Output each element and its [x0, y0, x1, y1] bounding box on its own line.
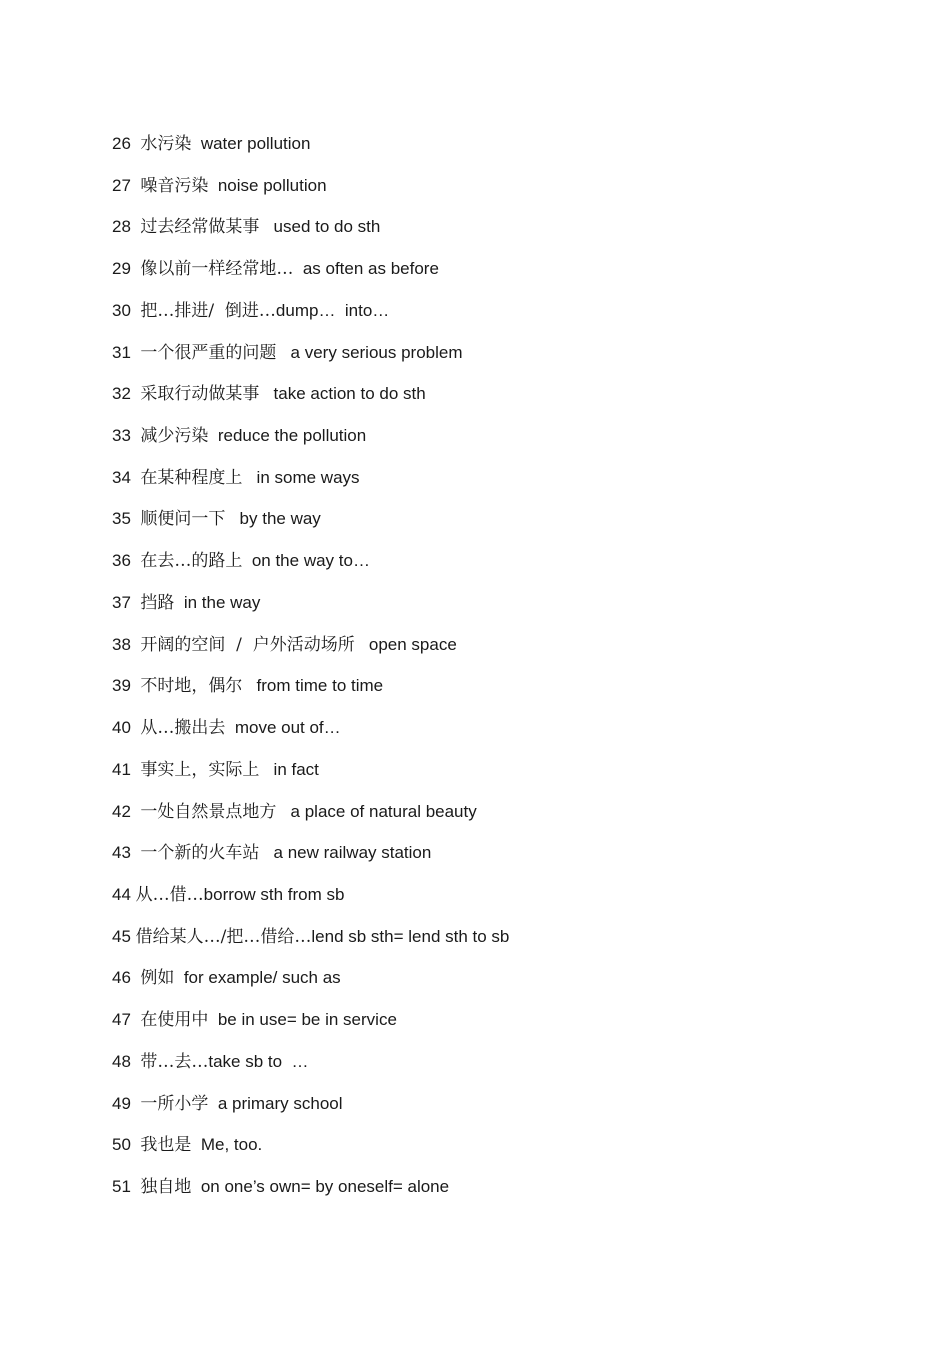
entry-spacer — [131, 301, 140, 320]
entry-chinese-text: 从…借… — [135, 884, 204, 905]
phrase-entry — [112, 1046, 509, 1088]
entry-number: 48 — [112, 1051, 131, 1071]
entry-spacer — [191, 1135, 200, 1154]
entry-chinese-text: 独自地 — [140, 1176, 192, 1197]
entry-chinese-text: 像以前一样经常地… — [140, 259, 294, 280]
entry-number: 44 — [112, 884, 131, 904]
phrase-entry — [112, 420, 509, 462]
entry-spacer — [131, 1135, 140, 1154]
entry-number: 34 — [112, 467, 131, 487]
phrase-entry — [112, 1129, 509, 1171]
phrase-list — [112, 128, 509, 1213]
entry-number: 27 — [112, 175, 131, 195]
entry-number: 49 — [112, 1093, 131, 1113]
entry-chinese-text: 例如 — [140, 968, 175, 989]
entry-english-text: lend sb sth= lend sth to sb — [311, 926, 510, 946]
entry-spacer — [131, 676, 140, 695]
entry-chinese-text: 一处自然景点地方 — [140, 801, 277, 822]
phrase-entry — [112, 962, 509, 1004]
phrase-entry — [112, 837, 509, 879]
entry-english-text: in the way — [183, 592, 261, 612]
phrase-entry — [112, 754, 509, 796]
entry-english-text: water pollution — [200, 134, 311, 153]
entry-spacer — [131, 468, 140, 487]
entry-spacer — [131, 1010, 140, 1029]
entry-english-text: noise pollution — [217, 175, 327, 195]
entry-english-text: borrow sth from sb — [203, 884, 345, 904]
entry-chinese-text: 我也是 — [140, 1135, 192, 1156]
entry-chinese-text: 顺便问一下 — [140, 509, 226, 530]
entry-spacer — [131, 1094, 140, 1113]
entry-number: 26 — [112, 134, 131, 153]
entry-spacer — [131, 176, 140, 195]
entry-number: 42 — [112, 801, 131, 821]
entry-chinese-text: 带…去… — [140, 1051, 209, 1072]
phrase-entry — [112, 1088, 509, 1130]
entry-english-text: on one’s own= by oneself= alone — [200, 1176, 450, 1196]
entry-spacer — [259, 843, 273, 862]
entry-english-text: in some ways — [256, 467, 360, 487]
entry-number: 51 — [112, 1176, 131, 1196]
entry-number: 35 — [112, 509, 131, 529]
entry-number: 30 — [112, 300, 131, 320]
entry-english-text: on the way to… — [251, 551, 370, 571]
entry-spacer — [208, 176, 217, 195]
entry-number: 32 — [112, 384, 131, 404]
entry-english-text: reduce the pollution — [217, 426, 367, 446]
entry-number: 39 — [112, 676, 131, 696]
entry-chinese-text: 借给某人…/把…借给… — [135, 926, 312, 947]
entry-spacer — [174, 593, 183, 612]
phrase-entry — [112, 879, 509, 921]
entry-number: 37 — [112, 592, 131, 612]
entry-number: 45 — [112, 926, 131, 946]
entry-spacer — [131, 509, 140, 528]
entry-number: 47 — [112, 1010, 131, 1030]
entry-chinese-text: 在使用中 — [140, 1010, 209, 1031]
entry-spacer — [259, 760, 273, 779]
entry-spacer — [131, 217, 140, 236]
entry-english-text: from time to time — [256, 676, 384, 696]
entry-spacer — [131, 384, 140, 403]
entry-english-text: by the way — [239, 509, 321, 529]
phrase-entry — [112, 1171, 509, 1213]
phrase-entry — [112, 253, 509, 295]
entry-spacer — [276, 343, 290, 362]
entry-spacer — [131, 134, 140, 153]
entry-spacer — [276, 802, 290, 821]
entry-spacer — [131, 635, 140, 654]
entry-spacer — [131, 551, 140, 570]
entry-chinese-text: 不时地，偶尔 — [140, 676, 243, 697]
entry-spacer — [191, 134, 200, 153]
entry-number: 40 — [112, 718, 131, 738]
entry-spacer — [174, 968, 183, 987]
phrase-entry — [112, 378, 509, 420]
entry-spacer — [131, 843, 140, 862]
entry-number: 29 — [112, 259, 131, 279]
entry-spacer — [242, 468, 256, 487]
entry-english-text: be in use= be in service — [217, 1010, 397, 1030]
entry-english-text: open space — [368, 634, 457, 654]
entry-spacer — [131, 802, 140, 821]
entry-chinese-text: 一个新的火车站 — [140, 843, 260, 864]
phrase-entry — [112, 670, 509, 712]
entry-number: 36 — [112, 551, 131, 571]
entry-english-text: take sb to … — [208, 1051, 309, 1071]
phrase-entry — [112, 545, 509, 587]
phrase-entry — [112, 211, 509, 253]
entry-chinese-text: 开阔的空间 / 户外活动场所 — [140, 634, 355, 655]
entry-spacer — [131, 760, 140, 779]
entry-spacer — [131, 1052, 140, 1071]
entry-english-text: as often as before — [302, 259, 439, 279]
entry-english-text: for example/ such as — [183, 968, 341, 988]
phrase-entry — [112, 170, 509, 212]
phrase-entry — [112, 462, 509, 504]
entry-english-text: a place of natural beauty — [290, 801, 477, 821]
entry-spacer — [208, 1010, 217, 1029]
entry-spacer — [242, 676, 256, 695]
entry-spacer — [131, 718, 140, 737]
entry-chinese-text: 一个很严重的问题 — [140, 342, 277, 363]
entry-chinese-text: 采取行动做某事 — [140, 384, 260, 405]
entry-spacer — [225, 509, 239, 528]
entry-spacer — [191, 1177, 200, 1196]
entry-english-text: take action to do sth — [273, 384, 426, 404]
entry-spacer — [355, 635, 369, 654]
entry-number: 33 — [112, 426, 131, 446]
entry-spacer — [208, 1094, 217, 1113]
entry-spacer — [131, 1177, 140, 1196]
entry-chinese-text: 在某种程度上 — [140, 467, 243, 488]
entry-number: 43 — [112, 843, 131, 863]
entry-chinese-text: 挡路 — [140, 592, 175, 613]
entry-spacer — [293, 259, 302, 278]
entry-english-text: move out of… — [234, 718, 341, 738]
phrase-entry — [112, 128, 509, 170]
entry-english-text: a primary school — [217, 1093, 343, 1113]
entry-chinese-text: 噪音污染 — [140, 175, 209, 196]
phrase-entry — [112, 796, 509, 838]
phrase-entry — [112, 921, 509, 963]
entry-number: 28 — [112, 217, 131, 237]
entry-number: 46 — [112, 968, 131, 988]
phrase-entry — [112, 712, 509, 754]
entry-chinese-text: 过去经常做某事 — [140, 217, 260, 238]
entry-number: 50 — [112, 1135, 131, 1155]
entry-spacer — [131, 426, 140, 445]
entry-english-text: a very serious problem — [290, 342, 463, 362]
phrase-entry — [112, 503, 509, 545]
entry-spacer — [131, 968, 140, 987]
entry-chinese-text: 一所小学 — [140, 1093, 209, 1114]
entry-spacer — [131, 343, 140, 362]
entry-english-text: dump… into… — [275, 300, 390, 320]
entry-spacer — [131, 593, 140, 612]
entry-spacer — [131, 259, 140, 278]
entry-chinese-text: 水污染 — [140, 134, 192, 154]
entry-spacer — [242, 551, 251, 570]
entry-spacer — [259, 384, 273, 403]
entry-english-text: a new railway station — [273, 843, 432, 863]
entry-number: 41 — [112, 759, 131, 779]
entry-number: 38 — [112, 634, 131, 654]
entry-chinese-text: 事实上，实际上 — [140, 759, 260, 780]
phrase-entry — [112, 295, 509, 337]
entry-spacer — [259, 217, 273, 236]
entry-english-text: used to do sth — [273, 217, 381, 237]
entry-chinese-text: 把…排进/ 倒进… — [140, 300, 276, 321]
entry-chinese-text: 在去…的路上 — [140, 551, 243, 572]
entry-chinese-text: 从…搬出去 — [140, 718, 226, 739]
entry-spacer — [225, 718, 234, 737]
phrase-entry — [112, 1004, 509, 1046]
entry-chinese-text: 减少污染 — [140, 426, 209, 447]
entry-spacer — [208, 426, 217, 445]
entry-english-text: in fact — [273, 759, 319, 779]
phrase-entry — [112, 629, 509, 671]
entry-number: 31 — [112, 342, 131, 362]
phrase-entry — [112, 587, 509, 629]
phrase-entry — [112, 337, 509, 379]
entry-english-text: Me, too. — [200, 1135, 263, 1155]
